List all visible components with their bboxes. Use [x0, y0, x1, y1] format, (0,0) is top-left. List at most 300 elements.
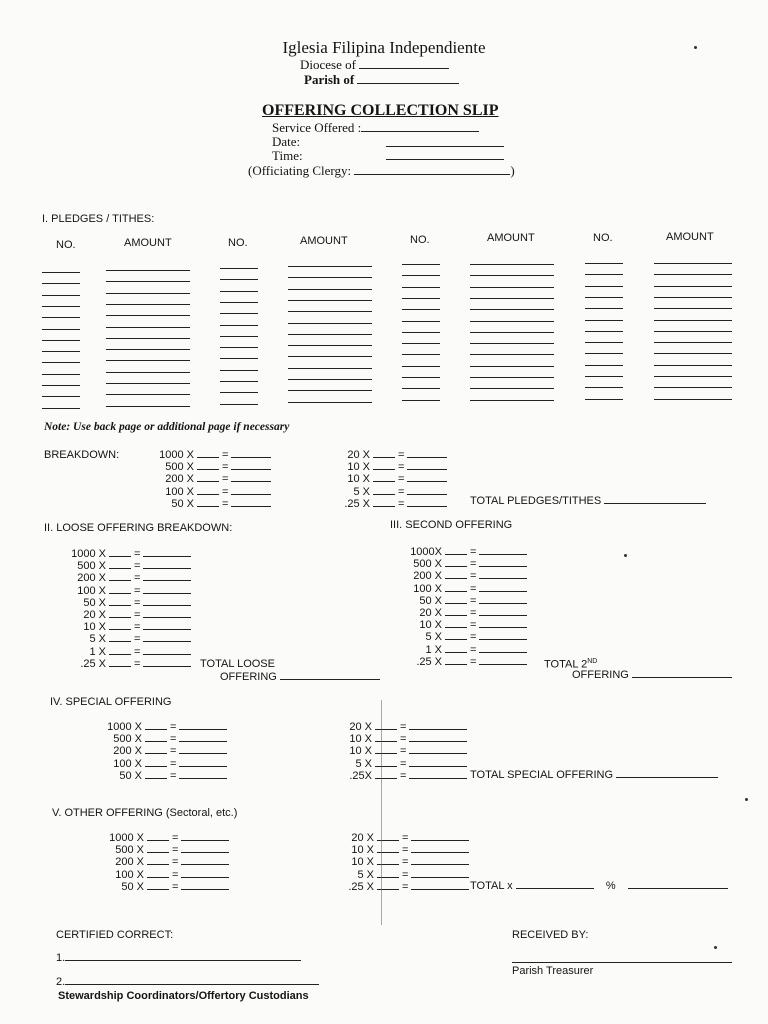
equals-sign: = [172, 844, 179, 857]
pledge-entry-line[interactable] [402, 287, 440, 288]
equals-sign: = [470, 655, 477, 668]
count-line[interactable] [375, 770, 397, 779]
amount-line[interactable] [407, 461, 447, 470]
denomination-row [70, 621, 191, 633]
pledge-entry-line[interactable] [402, 400, 440, 401]
denomination-label: 50 X [171, 497, 194, 510]
equals-sign: = [470, 546, 477, 558]
pledge-entry-line[interactable] [106, 394, 190, 395]
denomination-row [70, 609, 191, 621]
equals-sign: = [400, 721, 407, 733]
equals-sign: = [402, 856, 409, 869]
amount-line[interactable] [409, 721, 467, 730]
denomination-row [338, 869, 469, 881]
denomination-row [406, 607, 527, 619]
count-line[interactable] [375, 758, 397, 767]
amount-line[interactable] [231, 486, 271, 495]
pledge-entry-line[interactable] [654, 286, 732, 287]
amount-line[interactable] [231, 449, 271, 458]
pledge-entry-line[interactable] [585, 387, 623, 388]
pledge-entry-line[interactable] [470, 275, 554, 276]
amount-line[interactable] [179, 770, 227, 779]
denomination-label: 50 X [83, 596, 106, 609]
denomination-label: 200 X [77, 572, 106, 585]
equals-sign: = [470, 619, 477, 632]
equals-sign: = [134, 633, 141, 646]
pledge-entry-line[interactable] [654, 399, 732, 400]
count-line[interactable] [445, 583, 467, 592]
pledge-entry-line[interactable] [106, 360, 190, 361]
scan-speck [745, 798, 748, 801]
pledge-entry-line[interactable] [220, 347, 258, 348]
parish-line: Parish of [304, 72, 459, 88]
count-line[interactable] [445, 631, 467, 640]
amount-line[interactable] [179, 721, 227, 730]
count-line[interactable] [109, 633, 131, 642]
denomination-row [70, 548, 191, 560]
pledge-entry-line[interactable] [654, 331, 732, 332]
pledge-entry-line[interactable] [654, 365, 732, 366]
equals-sign: = [400, 757, 407, 770]
pledge-entry-line[interactable] [288, 334, 372, 335]
denomination-label: 1000 X [109, 832, 144, 844]
amount-line[interactable] [181, 856, 229, 865]
denomination-row [70, 572, 191, 584]
count-line[interactable] [197, 486, 219, 495]
amount-line[interactable] [479, 595, 527, 604]
pledge-entry-line[interactable] [106, 293, 190, 294]
pledge-entry-line[interactable] [654, 342, 732, 343]
treasurer-line [512, 962, 732, 963]
time-field: Time: [272, 148, 303, 163]
pledge-entry-line[interactable] [220, 325, 258, 326]
equals-sign: = [470, 558, 477, 571]
count-line[interactable] [109, 572, 131, 581]
amount-line[interactable] [479, 619, 527, 628]
scan-speck [624, 554, 627, 557]
pledge-entry-line[interactable] [585, 376, 623, 377]
pledge-entry-line[interactable] [106, 383, 190, 384]
pledge-entry-line[interactable] [288, 345, 372, 346]
amount-line[interactable] [181, 844, 229, 853]
pledge-entry-line[interactable] [470, 264, 554, 265]
pledge-entry-line[interactable] [106, 349, 190, 350]
denomination-label: 50 X [121, 880, 144, 893]
count-line[interactable] [445, 570, 467, 579]
count-line[interactable] [145, 758, 167, 767]
pledge-entry-line[interactable] [42, 362, 80, 363]
amount-line[interactable] [179, 758, 227, 767]
count-line[interactable] [373, 461, 395, 470]
count-line[interactable] [445, 558, 467, 567]
count-line[interactable] [109, 597, 131, 606]
other-right [338, 832, 469, 893]
amount-line[interactable] [181, 832, 229, 841]
pledge-entry-line[interactable] [470, 388, 554, 389]
pledge-entry-line[interactable] [42, 317, 80, 318]
special-right [336, 721, 467, 782]
signatory-2: 2. [56, 976, 319, 988]
pledge-entry-line[interactable] [402, 354, 440, 355]
equals-sign: = [398, 485, 405, 498]
pledge-entry-line[interactable] [220, 381, 258, 382]
equals-sign: = [172, 880, 179, 893]
second-title: III. SECOND OFFERING [390, 519, 513, 531]
amount-line[interactable] [479, 570, 527, 579]
pledge-entry-line[interactable] [288, 379, 372, 380]
amount-line[interactable] [411, 881, 469, 890]
pledge-entry-line[interactable] [288, 266, 372, 267]
denomination-label: 1000 X [71, 548, 106, 560]
amount-line[interactable] [479, 656, 527, 665]
amount-line[interactable] [411, 844, 469, 853]
pledge-entry-line[interactable] [42, 408, 80, 409]
pledge-entry-line[interactable] [585, 263, 623, 264]
pledge-entry-line[interactable] [220, 370, 258, 371]
denomination-label: 100 X [165, 485, 194, 498]
count-line[interactable] [147, 844, 169, 853]
denomination-label: 200 X [115, 856, 144, 869]
special-title: IV. SPECIAL OFFERING [50, 696, 172, 708]
denomination-label: 100 X [115, 868, 144, 881]
amount-line[interactable] [143, 585, 191, 594]
count-line[interactable] [445, 546, 467, 555]
pledge-entry-line[interactable] [402, 275, 440, 276]
amount-line[interactable] [411, 869, 469, 878]
count-line[interactable] [145, 745, 167, 754]
amount-line[interactable] [231, 461, 271, 470]
special-left [106, 721, 227, 782]
equals-sign: = [134, 608, 141, 621]
denomination-row [406, 644, 527, 656]
count-line[interactable] [197, 498, 219, 507]
amount-line[interactable] [407, 449, 447, 458]
amount-line[interactable] [143, 658, 191, 667]
pledge-entry-line[interactable] [654, 263, 732, 264]
amount-line[interactable] [231, 498, 271, 507]
denomination-row [70, 597, 191, 609]
pledge-entry-line[interactable] [288, 368, 372, 369]
pledge-entry-line[interactable] [42, 283, 80, 284]
count-line[interactable] [109, 609, 131, 618]
pledge-entry-line[interactable] [288, 390, 372, 391]
other-total: TOTAL x % [470, 880, 728, 892]
pledge-entry-line[interactable] [288, 402, 372, 403]
pledge-entry-line[interactable] [585, 353, 623, 354]
count-line[interactable] [375, 721, 397, 730]
denomination-row [158, 461, 271, 473]
count-line[interactable] [147, 881, 169, 890]
pledge-entry-line[interactable] [42, 340, 80, 341]
pledge-entry-line[interactable] [470, 298, 554, 299]
count-line[interactable] [109, 585, 131, 594]
equals-sign: = [134, 560, 141, 573]
denomination-label: 20 X [83, 608, 106, 621]
loose-total: TOTAL LOOSE [200, 658, 275, 670]
count-line[interactable] [373, 449, 395, 458]
amount-line[interactable] [411, 856, 469, 865]
pledge-entry-line[interactable] [288, 300, 372, 301]
pledge-entry-line[interactable] [654, 308, 732, 309]
count-line[interactable] [445, 595, 467, 604]
denomination-label: 500 X [113, 733, 142, 746]
denomination-label: 1000 X [107, 721, 142, 733]
denomination-label: .25 X [348, 880, 374, 893]
denomination-label: .25 X [344, 497, 370, 510]
amount-line[interactable] [231, 473, 271, 482]
amount-line[interactable] [479, 546, 527, 555]
amount-line[interactable] [143, 646, 191, 655]
col-amount-3: AMOUNT [487, 232, 535, 244]
count-line[interactable] [445, 607, 467, 616]
count-line[interactable] [147, 856, 169, 865]
count-line[interactable] [145, 733, 167, 742]
pledge-entry-line[interactable] [654, 387, 732, 388]
count-line[interactable] [445, 619, 467, 628]
amount-line[interactable] [179, 733, 227, 742]
amount-line[interactable] [143, 597, 191, 606]
pledge-entry-line[interactable] [106, 338, 190, 339]
count-line[interactable] [109, 560, 131, 569]
amount-line[interactable] [479, 644, 527, 653]
pledge-entry-line[interactable] [42, 306, 80, 307]
denomination-row [108, 844, 229, 856]
col-no-2: NO. [228, 237, 248, 249]
other-title: V. OTHER OFFERING (Sectoral, etc.) [52, 807, 238, 819]
pledge-entry-line[interactable] [585, 320, 623, 321]
equals-sign: = [398, 461, 405, 474]
denomination-label: 1 X [425, 643, 442, 656]
amount-line[interactable] [409, 770, 467, 779]
denomination-label: 20 X [351, 832, 374, 844]
amount-line[interactable] [479, 583, 527, 592]
pledge-entry-line[interactable] [288, 289, 372, 290]
amount-line[interactable] [143, 621, 191, 630]
pledge-entry-line[interactable] [470, 321, 554, 322]
pledge-entry-line[interactable] [470, 287, 554, 288]
stewards-caption: Stewardship Coordinators/Offertory Custodians [58, 990, 309, 1002]
denomination-label: 5 X [355, 757, 372, 770]
amount-line[interactable] [179, 745, 227, 754]
denomination-row [336, 745, 467, 757]
count-line[interactable] [147, 832, 169, 841]
signatory-1: 1. [56, 952, 301, 964]
pledge-entry-line[interactable] [585, 274, 623, 275]
count-line[interactable] [197, 473, 219, 482]
count-line[interactable] [145, 770, 167, 779]
pledge-entry-line[interactable] [42, 295, 80, 296]
amount-line[interactable] [409, 758, 467, 767]
denomination-label: 10 X [419, 619, 442, 632]
pledge-entry-line[interactable] [585, 342, 623, 343]
denomination-row [336, 770, 467, 782]
treasurer-caption: Parish Treasurer [512, 965, 594, 977]
denomination-label: 5 X [89, 633, 106, 646]
amount-line[interactable] [409, 745, 467, 754]
pledge-entry-line[interactable] [42, 396, 80, 397]
pledge-entry-line[interactable] [42, 374, 80, 375]
count-line[interactable] [109, 658, 131, 667]
denomination-label: 200 X [413, 570, 442, 583]
amount-line[interactable] [143, 633, 191, 642]
equals-sign: = [170, 769, 177, 782]
clergy-field: (Officiating Clergy: ) [248, 163, 515, 178]
count-line[interactable] [147, 869, 169, 878]
denomination-row [108, 832, 229, 844]
count-line[interactable] [373, 473, 395, 482]
pledge-entry-line[interactable] [220, 336, 258, 337]
pledge-entry-line[interactable] [470, 309, 554, 310]
pledge-entry-line[interactable] [585, 399, 623, 400]
denomination-row [336, 758, 467, 770]
count-line[interactable] [375, 745, 397, 754]
pledge-entry-line[interactable] [220, 313, 258, 314]
denomination-label: 1000X [410, 546, 442, 558]
pledge-entry-line[interactable] [470, 343, 554, 344]
pledge-entry-line[interactable] [288, 356, 372, 357]
pledge-entry-line[interactable] [106, 315, 190, 316]
pledge-entry-line[interactable] [402, 388, 440, 389]
equals-sign: = [470, 594, 477, 607]
pledge-entry-line[interactable] [654, 297, 732, 298]
amount-line[interactable] [479, 631, 527, 640]
loose-title: II. LOOSE OFFERING BREAKDOWN: [44, 522, 233, 534]
amount-line[interactable] [407, 498, 447, 507]
amount-line[interactable] [181, 881, 229, 890]
pledge-entry-line[interactable] [220, 392, 258, 393]
denomination-label: 500 X [77, 560, 106, 573]
pledge-entry-line[interactable] [42, 351, 80, 352]
pledge-entry-line[interactable] [654, 353, 732, 354]
pledge-entry-line[interactable] [106, 304, 190, 305]
count-line[interactable] [445, 656, 467, 665]
certified-label: CERTIFIED CORRECT: [56, 929, 174, 941]
amount-line[interactable] [181, 869, 229, 878]
amount-line[interactable] [143, 560, 191, 569]
date-field: Date: [272, 134, 301, 149]
amount-line[interactable] [411, 832, 469, 841]
pledge-entry-line[interactable] [106, 406, 190, 407]
denomination-label: .25X [349, 769, 372, 782]
denomination-label: 10 X [347, 473, 370, 486]
count-line[interactable] [373, 498, 395, 507]
denomination-row [106, 770, 227, 782]
count-line[interactable] [109, 621, 131, 630]
pledge-entry-line[interactable] [654, 320, 732, 321]
pledge-entry-line[interactable] [220, 291, 258, 292]
amount-line[interactable] [409, 733, 467, 742]
denomination-row [334, 473, 447, 485]
equals-sign: = [470, 643, 477, 656]
denomination-row [70, 646, 191, 658]
pledge-entry-line[interactable] [402, 264, 440, 265]
pledge-entry-line[interactable] [220, 358, 258, 359]
pledge-entry-line[interactable] [220, 268, 258, 269]
count-line[interactable] [375, 733, 397, 742]
pledge-entry-line[interactable] [402, 343, 440, 344]
equals-sign: = [400, 745, 407, 758]
denomination-row [106, 721, 227, 733]
pledge-entry-line[interactable] [106, 372, 190, 373]
denomination-row [406, 570, 527, 582]
pledge-entry-line[interactable] [470, 400, 554, 401]
pledge-entry-line[interactable] [585, 297, 623, 298]
pledge-entry-line[interactable] [106, 270, 190, 271]
pledge-entry-line[interactable] [42, 385, 80, 386]
col-no-3: NO. [410, 234, 430, 246]
equals-sign: = [222, 449, 229, 461]
pledge-entry-line[interactable] [470, 354, 554, 355]
pledge-entry-line[interactable] [585, 286, 623, 287]
pledge-entry-line[interactable] [288, 277, 372, 278]
denomination-row [334, 498, 447, 510]
pledge-entry-line[interactable] [106, 281, 190, 282]
amount-line[interactable] [479, 558, 527, 567]
pledge-entry-line[interactable] [288, 323, 372, 324]
scan-speck [694, 46, 697, 49]
amount-line[interactable] [143, 609, 191, 618]
pledge-entry-line[interactable] [585, 331, 623, 332]
pledge-entry-line[interactable] [402, 366, 440, 367]
equals-sign: = [470, 582, 477, 595]
count-line[interactable] [373, 486, 395, 495]
amount-line[interactable] [479, 607, 527, 616]
count-line[interactable] [197, 449, 219, 458]
pledge-entry-line[interactable] [585, 308, 623, 309]
pledge-entry-line[interactable] [106, 327, 190, 328]
count-line[interactable] [145, 721, 167, 730]
pledge-entry-line[interactable] [470, 377, 554, 378]
amount-line[interactable] [407, 486, 447, 495]
amount-line[interactable] [407, 473, 447, 482]
count-line[interactable] [445, 644, 467, 653]
denomination-label: 200 X [165, 473, 194, 486]
count-line[interactable] [109, 646, 131, 655]
denomination-row [158, 473, 271, 485]
pledge-entry-line[interactable] [220, 302, 258, 303]
pledge-entry-line[interactable] [402, 321, 440, 322]
pledge-entry-line[interactable] [470, 332, 554, 333]
count-line[interactable] [109, 548, 131, 557]
pledge-entry-line[interactable] [42, 272, 80, 273]
pledge-entry-line[interactable] [585, 365, 623, 366]
pledge-entry-line[interactable] [402, 298, 440, 299]
count-line[interactable] [197, 461, 219, 470]
amount-line[interactable] [143, 548, 191, 557]
scan-artifact-line [381, 700, 382, 925]
denomination-row [406, 619, 527, 631]
denomination-row [106, 758, 227, 770]
denomination-row [70, 658, 191, 670]
pledge-entry-line[interactable] [288, 311, 372, 312]
denomination-label: 200 X [113, 745, 142, 758]
pledge-entry-line[interactable] [654, 274, 732, 275]
pledge-entry-line[interactable] [654, 376, 732, 377]
pledge-entry-line[interactable] [402, 332, 440, 333]
pledge-entry-line[interactable] [220, 279, 258, 280]
pledge-entry-line[interactable] [42, 329, 80, 330]
denomination-label: 5 X [357, 868, 374, 881]
equals-sign: = [134, 572, 141, 585]
amount-line[interactable] [143, 572, 191, 581]
equals-sign: = [222, 497, 229, 510]
pledge-entry-line[interactable] [402, 309, 440, 310]
denomination-row [406, 583, 527, 595]
pledge-entry-line[interactable] [470, 366, 554, 367]
pledge-entry-line[interactable] [402, 377, 440, 378]
denomination-row [406, 595, 527, 607]
pledge-entry-line[interactable] [220, 404, 258, 405]
